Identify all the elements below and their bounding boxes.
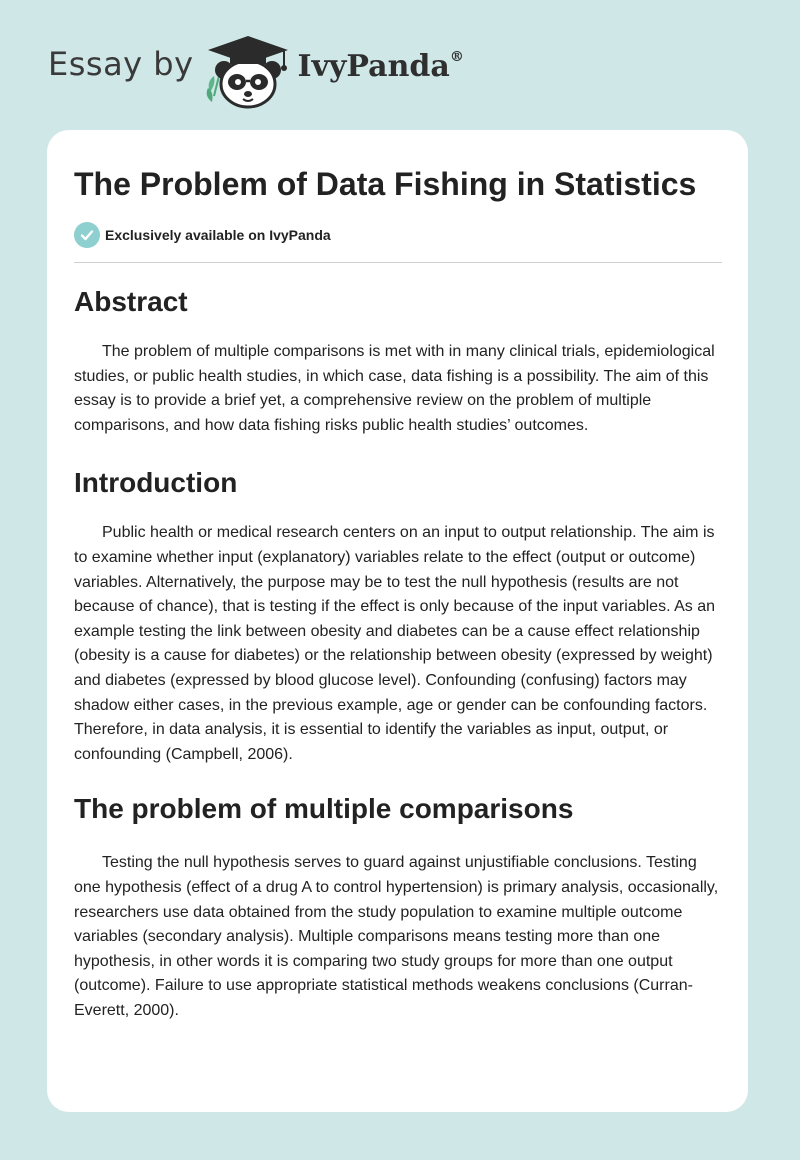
availability-badge <box>74 221 722 249</box>
section-introduction <box>74 466 722 767</box>
brand-name: IvyPanda® <box>297 48 464 84</box>
section-heading: The problem of multiple comparisons <box>74 793 574 825</box>
brand-prefix: Essay by <box>48 45 194 83</box>
registered-mark: ® <box>449 48 464 65</box>
badge-text: Exclusively available on IvyPanda <box>105 227 331 243</box>
paragraph: The problem of multiple comparisons is met with in many clinical trials, epidemiological studies, or public health studies, in which case, data fishing is a possibility. The aim of this essay is to provide a brief yet, a comprehensive review on the problem of multiple comparisons, and how data fishing risks public health studies’ outcomes. <box>74 343 715 434</box>
panda-logo-icon <box>200 30 296 110</box>
essay-title: The Problem of Data Fishing in Statistics <box>74 166 697 202</box>
divider <box>74 262 722 263</box>
essay-card <box>47 130 748 1112</box>
section-abstract <box>74 285 722 438</box>
check-icon <box>74 222 100 248</box>
site-brand[interactable] <box>48 30 464 110</box>
paragraph: Public health or medical research centers on an input to output relationship. The aim is to examine whether input (explanatory) variables relate to the effect (output or outcome) variables. Alternatively, the purpose may be to test the null hypothesis (results are not because of chance), that is testing if the effect is only because of the input variables. As an example testing the link between obesity and diabetes can be a cause effect relationship (obesity is a cause for diabetes) or the relationship between obesity (expressed by weight) and diabetes (expressed by blood glucose level). Confounding (confusing) factors may shadow either cases, in the previous example, age or gender can be confounding factors. Therefore, in data analysis, it is essential to identify the variables as input, output, or confounding (Campbell, 2006). <box>74 524 715 763</box>
section-multiple-comparisons <box>74 792 722 1023</box>
section-heading: Abstract <box>74 286 188 317</box>
section-heading: Introduction <box>74 467 238 499</box>
paragraph: Testing the null hypothesis serves to guard against unjustifiable conclusions. Testing one hypothesis (effect of a drug A to control hypertension) is primary analysis, occasionally, researchers use data obtained from the study population to examine multiple outcome variables (secondary analysis). Multiple comparisons means testing more than one hypothesis, in other words it is comparing two study groups for more than one output (outcome). Failure to use appropriate statistical methods weakens conclusions (Curran-Everett, 2000). <box>74 854 719 1019</box>
